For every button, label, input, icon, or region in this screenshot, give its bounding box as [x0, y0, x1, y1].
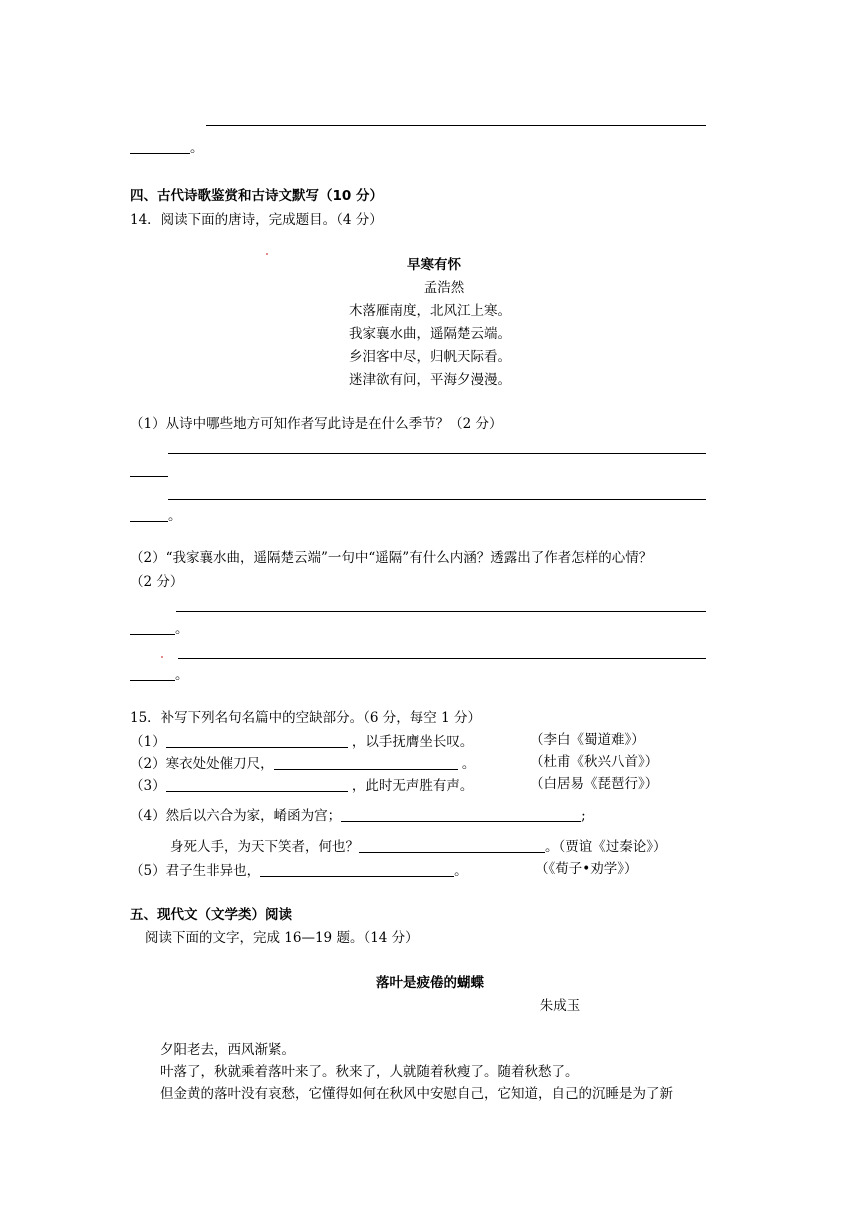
article-paragraph: 叶落了，秋就乘着落叶来了。秋来了，人就随着秋瘦了。随着秋愁了。 — [160, 1064, 579, 1080]
answer-line[interactable] — [130, 476, 168, 477]
section-prompt: 阅读下面的文字，完成 16—19 题。（14 分） — [145, 930, 419, 946]
fill-item-source: （《荀子•劝学》） — [535, 861, 638, 877]
poem-line: 迷津欲有问，平海夕漫漫。 — [349, 372, 511, 388]
fill-item-num: （1） — [130, 734, 166, 750]
fill-item-3 — [130, 778, 473, 794]
stray-mark — [266, 253, 268, 255]
section-heading: 四、古代诗歌鉴赏和古诗文默写（10 分） — [130, 188, 383, 204]
fill-item-end: ; — [581, 808, 586, 824]
question-prompt: 14．阅读下面的唐诗，完成题目。（4 分） — [130, 212, 383, 228]
fill-item-num: （5） — [130, 863, 166, 879]
fill-item-num: （2） — [130, 756, 166, 772]
fill-blank[interactable] — [359, 839, 545, 853]
fill-item-text: 然后以六合为家，崤函为宫； — [165, 808, 342, 824]
poem-line: 乡泪客中尽，归帆天际看。 — [349, 349, 511, 365]
answer-line-end: 。 — [190, 140, 204, 156]
answer-line[interactable] — [178, 658, 706, 659]
fill-item-source: （白居易《琵琶行》） — [530, 776, 659, 792]
article-paragraph: 夕阳老去，西风渐紧。 — [160, 1042, 295, 1058]
article-author: 朱成玉 — [539, 998, 581, 1014]
sub-question-prompt: （2）“我家襄水曲，遥隔楚云端”一句中“遥隔”有什么内涵？透露出了作者怎样的心情？ — [130, 550, 653, 566]
sub-question-prompt: （1）从诗中哪些地方可知作者写此诗是在什么季节？（2 分） — [130, 416, 503, 432]
fill-item-num: （3） — [130, 778, 166, 794]
answer-line[interactable] — [176, 611, 706, 612]
answer-line[interactable] — [206, 125, 706, 126]
fill-item-text: 寒衣处处催刀尺， — [165, 756, 274, 772]
article-paragraph: 但金黄的落叶没有哀愁，它懂得如何在秋风中安慰自己，它知道，自己的沉睡是为了新 — [160, 1086, 673, 1102]
fill-item-5 — [130, 863, 468, 879]
fill-blank[interactable] — [260, 863, 454, 877]
article-title: 落叶是疲倦的蝴蝶 — [376, 975, 484, 991]
answer-line-end: 。 — [175, 621, 189, 637]
poem-title: 早寒有怀 — [407, 257, 461, 273]
answer-line[interactable] — [168, 499, 706, 500]
stray-mark — [161, 656, 163, 658]
fill-blank[interactable] — [274, 756, 458, 770]
fill-item-4 — [130, 808, 586, 824]
fill-item-source: （杜甫《秋兴八首》） — [530, 754, 659, 770]
fill-blank[interactable] — [341, 808, 581, 822]
fill-item-text: ，此时无声胜有声。 — [351, 778, 474, 794]
fill-blank[interactable] — [166, 734, 348, 748]
fill-item-2 — [130, 756, 475, 772]
answer-line[interactable] — [130, 680, 175, 681]
answer-line[interactable] — [130, 153, 190, 154]
question-prompt: 15．补写下列名句名篇中的空缺部分。（6 分，每空 1 分） — [130, 710, 481, 726]
fill-item-text: 君子生非异也， — [165, 863, 261, 879]
answer-line[interactable] — [130, 634, 175, 635]
fill-blank[interactable] — [166, 778, 348, 792]
answer-line-end: 。 — [175, 667, 189, 683]
poem-line: 木落雁南度，北风江上寒。 — [349, 303, 511, 319]
answer-line-end: 。 — [168, 508, 182, 524]
section-heading: 五、现代文（文学类）阅读 — [130, 907, 292, 923]
fill-item-1 — [130, 734, 473, 750]
fill-item-source: （李白《蜀道难》） — [530, 732, 645, 748]
fill-item-text: ，以手抚膺坐长叹。 — [351, 734, 474, 750]
fill-item-text: 身死人手，为天下笑者，何也？ — [170, 839, 359, 855]
fill-item-source: 。（贾谊《过秦论》） — [545, 839, 667, 855]
answer-line[interactable] — [130, 521, 168, 522]
fill-item-end: 。 — [461, 756, 476, 772]
fill-item-4-line2 — [170, 839, 667, 855]
answer-line[interactable] — [168, 453, 706, 454]
poem-author: 孟浩然 — [423, 280, 465, 296]
poem-line: 我家襄水曲，遥隔楚云端。 — [349, 326, 511, 342]
sub-question-prompt-cont: （2 分） — [130, 574, 184, 590]
fill-item-end: 。 — [454, 863, 468, 879]
fill-item-num: （4） — [130, 808, 166, 824]
